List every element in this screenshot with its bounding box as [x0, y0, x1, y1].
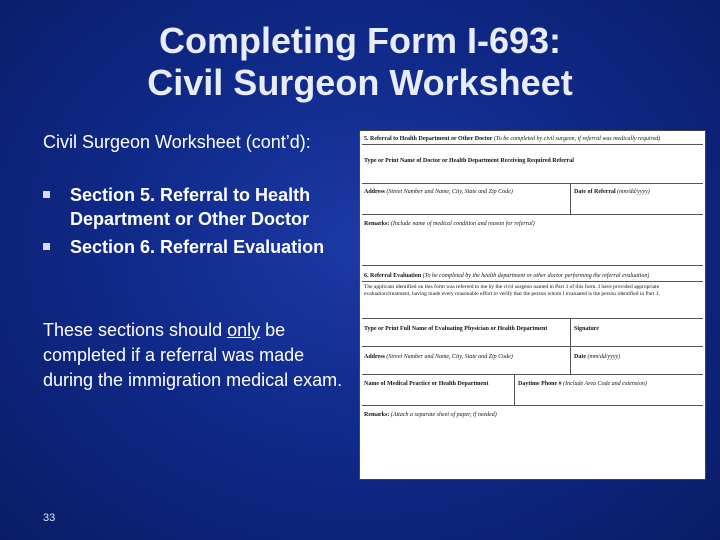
bullet-item-section6: [43, 235, 343, 259]
field-hint: (mm/dd/yyyy): [587, 354, 621, 360]
section5-title: 5. Referral to Health Department or Other Doctor: [364, 136, 493, 142]
field-label: Remarks:: [364, 412, 390, 418]
divider: [570, 347, 571, 374]
field-hint: (mm/dd/yyyy): [617, 189, 650, 195]
field-hint: (Attach a separate sheet of paper, if needed): [390, 412, 497, 418]
section5-hint: (To be completed by civil surgeon, if referral was medically required): [493, 136, 661, 142]
section6-title: 6. Referral Evaluation: [364, 273, 422, 279]
square-bullet-icon: [43, 243, 50, 250]
field-hint: (Street Number and Name, City, State and Zip Code): [386, 354, 513, 360]
field-label: Daytime Phone #: [518, 381, 562, 387]
section6-statement: The applicant identified on this form was referred to me by the civil surgeon named in Part 3 of this form. I have provided appropriate evaluation/treatment, having made every reasonable effort to verify that the person whom I evaluated is the person identified in Part 1.: [364, 284, 660, 297]
section6-address-row: [362, 347, 703, 375]
bullet-list: [43, 183, 343, 263]
field-hint: (Include name of medical condition and reason for referral): [390, 221, 535, 227]
field-label: Address: [364, 354, 385, 360]
field-label: Remarks:: [364, 221, 390, 227]
section-subtitle: Civil Surgeon Worksheet (cont’d):: [43, 132, 311, 152]
page-number: 33: [43, 512, 56, 524]
divider: [514, 375, 515, 405]
section5-address-row: [362, 184, 703, 215]
field-label: Date of Referral: [574, 189, 616, 195]
field-label: Signature: [574, 326, 599, 332]
field-hint: (Street Number and Name, City, State and Zip Code): [386, 189, 513, 195]
divider: [362, 281, 703, 282]
bullet-item-section5: [43, 183, 343, 231]
section6-header: [362, 271, 703, 280]
form-excerpt-image: [359, 130, 706, 480]
slide-title: [0, 20, 720, 104]
title-line-2: Civil Surgeon Worksheet: [147, 62, 573, 103]
divider: [570, 184, 571, 214]
field-label: Type or Print Full Name of Evaluating Physician or Health Department: [364, 326, 548, 332]
section5-remarks: [362, 215, 703, 266]
field-label: Date: [574, 354, 586, 360]
field-label: Address: [364, 189, 385, 195]
square-bullet-icon: [43, 191, 50, 198]
note-text-end: be completed if a referral was made during the immigration medical exam.: [43, 320, 343, 390]
section6-hint: (To be completed by the health department or other doctor performing the referral evaluation): [422, 273, 650, 279]
divider: [570, 319, 571, 346]
bullet-text: Section 6. Referral Evaluation: [70, 237, 325, 257]
title-line-1: Completing Form I-693:: [158, 20, 562, 61]
field-label: Type or Print Name of Doctor or Health Department Receiving Required Referral: [364, 158, 574, 164]
field-label: Name of Medical Practice or Health Department: [364, 381, 489, 387]
section6-name-row: [362, 319, 703, 347]
note-text-start: These sections should: [43, 320, 228, 340]
note-paragraph: [43, 318, 343, 393]
section5-header: [362, 134, 703, 143]
section6-practice-row: [362, 375, 703, 406]
bullet-text: Section 5. Referral to Health Department or Other Doctor: [70, 185, 311, 229]
note-emphasis: only: [227, 320, 261, 340]
field-hint: (Include Area Code and extension): [563, 381, 647, 387]
section6-remarks: [362, 406, 703, 474]
section5-name-field: [362, 145, 703, 184]
